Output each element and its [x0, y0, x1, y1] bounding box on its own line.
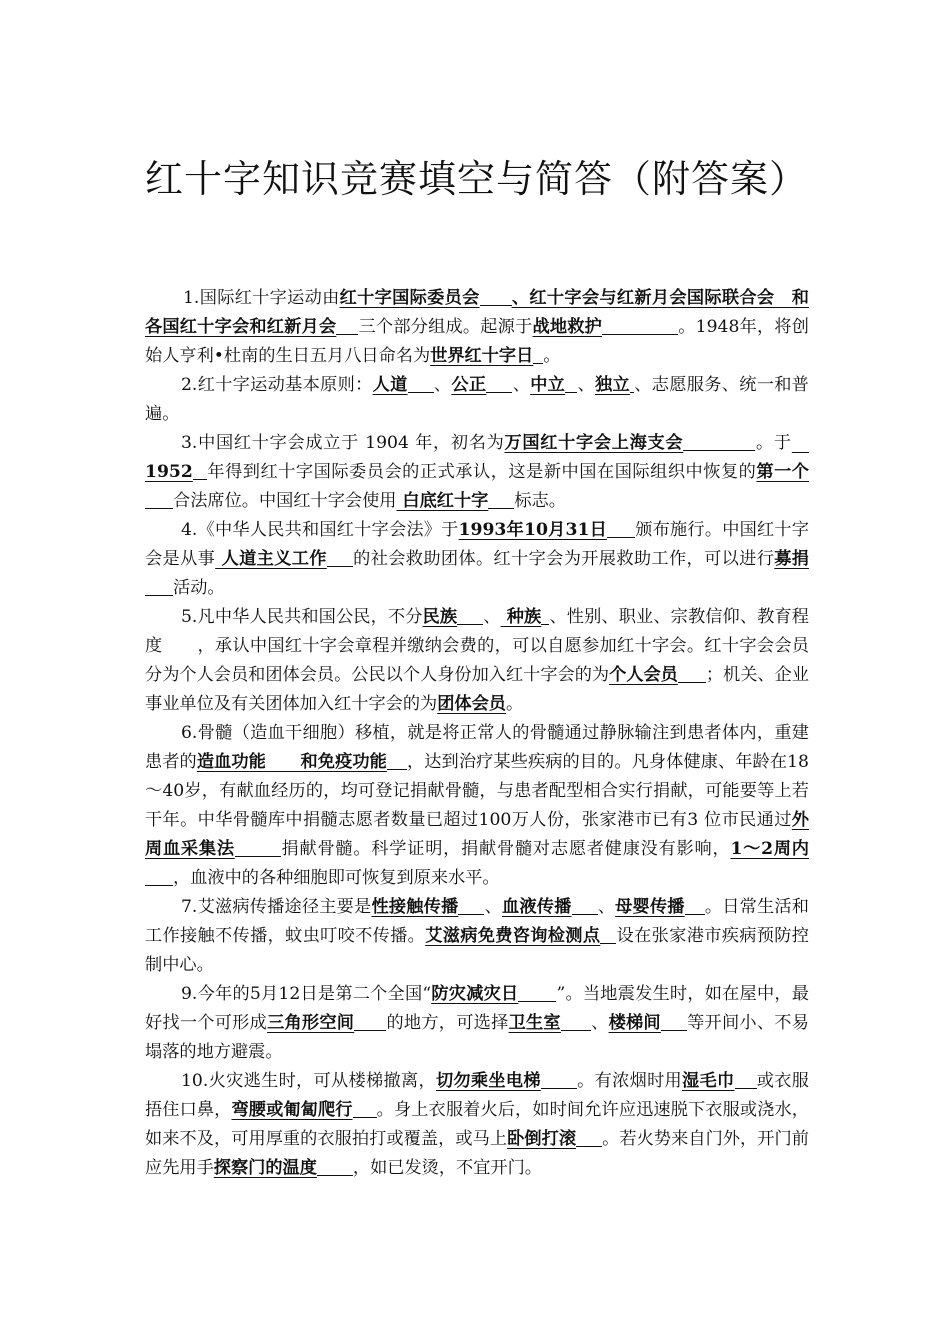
answer-blank: 卧倒打滚: [507, 1129, 577, 1149]
answer-blank: 、红十字会与红新月会国际联合会 和各国红十字会和红新月会: [145, 288, 809, 337]
answer-blank: 外周血采集法: [145, 810, 809, 859]
blank-underline: [145, 490, 173, 509]
answer-blank: 弯腰或匍匐爬行: [231, 1100, 353, 1120]
question-text: 设在张家港市疾病预防控制中心。: [145, 926, 809, 975]
blank-underline: [678, 664, 706, 683]
blank-underline: [327, 548, 353, 567]
answer-blank: 个人会员: [609, 665, 678, 685]
answer-blank: 湿毛巾: [682, 1071, 735, 1091]
question-text: 、: [433, 375, 452, 395]
blank-underline: [600, 925, 616, 944]
question-text: 、: [597, 897, 616, 917]
answer-blank: 母婴传播: [615, 897, 685, 917]
answer-blank: 血液传播: [501, 897, 572, 917]
question-text: ”。当地震发生时，如在屋中，最好找一个可形成: [145, 984, 809, 1033]
answer-blank: 红十字国际委员会: [339, 288, 480, 308]
question-text: 捐献骨髓。科学证明，捐献骨髓对志愿者健康没有影响，: [280, 839, 731, 859]
question-9: [145, 980, 809, 1067]
question-text: 10.火灾逃生时，可从楼梯撤离，: [181, 1071, 436, 1091]
answer-blank: 探察门的温度: [213, 1158, 317, 1178]
question-text: 。有浓烟时用: [576, 1071, 683, 1091]
question-text: ；机关、企业事业单位及有关团体加入红十字会的为: [145, 665, 809, 714]
answer-blank: 团体会员: [437, 694, 506, 714]
answer-blank: 楼梯间: [608, 1013, 661, 1033]
answer-blank: 卫生室: [508, 1013, 561, 1033]
question-text: 标志。: [514, 491, 566, 511]
blank-underline: [353, 1099, 377, 1118]
blank-underline: [576, 1128, 602, 1147]
question-text: 。若火势来自门外，开门前应先用手: [145, 1129, 809, 1178]
blank-underline: [661, 1012, 687, 1031]
blank-underline: [317, 1157, 353, 1176]
blank-underline: [572, 896, 598, 915]
question-5: [145, 603, 809, 719]
question-text: 9.今年的5月12日是第二个全国“: [181, 984, 432, 1004]
question-text: 。日常生活和工作接触不传播，蚊虫叮咬不传播。: [145, 897, 809, 946]
question-text: 、: [484, 897, 502, 917]
answer-blank: 民族: [422, 607, 458, 627]
question-text: 5.凡中华人民共和国公民，不分: [181, 607, 423, 627]
answer-blank: 艾滋病免费咨询检测点: [425, 926, 601, 946]
question-text: 。: [543, 346, 561, 366]
question-text: 6.骨髓（造血干细胞）移植，就是将正常人的骨髓通过静脉输注到患者体内，重建患者的: [145, 723, 809, 772]
question-text: ，如已发烫，不宜开门。: [352, 1158, 542, 1178]
blank-underline: [193, 461, 207, 480]
answer-blank: 1～2周内: [730, 839, 809, 859]
question-text: 。1948年，将创始人亨利•杜南的生日五月八日命名为: [145, 317, 809, 366]
blank-underline: [541, 1070, 577, 1089]
answer-blank: 种族: [500, 607, 542, 627]
answer-blank: 人道主义工作: [215, 549, 327, 569]
blank-underline: [533, 345, 543, 364]
question-text: ，达到治疗某些疾病的目的。凡身体健康、年龄在18～40岁，有献血经历的，均可登记捐献骨髓，与患者配型相合实行捐献，可能要等上若干年。中华骨髓库中捐髓志愿者数量已超过100万人份，张家港市已有3 位市民通过: [145, 752, 809, 830]
question-10: [145, 1067, 809, 1183]
question-list: [145, 284, 809, 1183]
question-2: [145, 371, 809, 429]
question-text: 、: [590, 1013, 609, 1033]
question-text: 三个部分组成。起源于: [358, 317, 533, 337]
answer-blank: 万国红十字会上海支会: [504, 433, 684, 453]
blank-underline: [145, 867, 173, 886]
question-text: 颁布施行。中国红十字会是从事: [145, 520, 809, 569]
question-text: 。身上衣服着火后，如时间允许应迅速脱下衣服或浇水，如来不及，可用厚重的衣服拍打或覆盖，或马上: [145, 1100, 809, 1149]
question-text: 或衣服捂住口鼻，: [145, 1071, 809, 1120]
answer-blank: 1993年10月31日: [458, 520, 608, 540]
blank-underline: [735, 1070, 757, 1089]
blank-underline: [354, 1012, 386, 1031]
blank-underline: [486, 374, 512, 393]
answer-blank: 第一个: [756, 462, 809, 482]
question-text: 1.国际红十字运动由: [183, 288, 340, 308]
answer-blank: 人道: [372, 375, 408, 395]
blank-underline: [480, 287, 512, 306]
question-text: 年得到红十字国际委员会的正式承认，这是新中国在国际组织中恢复的: [206, 462, 757, 482]
blank-underline: [235, 838, 281, 857]
blank-underline: [561, 1012, 591, 1031]
answer-blank: 战地救护: [532, 317, 603, 337]
answer-blank: 性接触传播: [371, 897, 459, 917]
question-text: 2.红十字运动基本原则：: [181, 375, 373, 395]
answer-blank: 白底红十字: [396, 491, 489, 511]
answer-blank: 防灾减灾日: [431, 984, 519, 1004]
blank-underline: [518, 983, 556, 1002]
question-3: [145, 429, 809, 516]
question-text: 、: [483, 607, 501, 627]
answer-blank: 公正: [451, 375, 487, 395]
question-1: [145, 284, 809, 371]
question-7: [145, 893, 809, 980]
document-title: 红十字知识竞赛填空与简答（附答案）: [145, 157, 809, 201]
answer-blank: 独立: [594, 375, 630, 395]
question-text: 7.艾滋病传播途径主要是: [181, 897, 372, 917]
answer-blank: 切勿乘坐电梯: [435, 1071, 541, 1091]
question-text: 4.《中华人民共和国红十字会法》于: [181, 520, 459, 540]
answer-blank: 1952: [145, 433, 809, 482]
question-text: 。: [505, 694, 524, 714]
blank-underline: [336, 316, 358, 335]
question-text: 、: [512, 375, 531, 395]
answer-blank: 募捐: [774, 549, 809, 569]
question-text: 等开间小、不易塌落的地方避震。: [145, 1013, 809, 1062]
blank-underline: [602, 316, 678, 335]
question-text: 、: [577, 375, 595, 395]
question-text: ，血液中的各种细胞即可恢复到原来水平。: [173, 868, 500, 888]
question-6: [145, 719, 809, 893]
blank-underline: [458, 896, 484, 915]
blank-underline: [387, 751, 407, 770]
blank-underline: [607, 519, 635, 538]
blank-underline: [488, 490, 514, 509]
question-text: 的社会救助团体。红十字会为开展救助工作，可以进行: [352, 549, 775, 569]
blank-underline: [145, 577, 173, 596]
question-text: 的地方，可选择: [386, 1013, 509, 1033]
blank-underline: [408, 374, 434, 393]
question-text: 。于: [755, 433, 792, 453]
answer-blank: 世界红十字日: [430, 346, 534, 366]
answer-blank: 三角形空间: [267, 1013, 355, 1033]
question-text: 、性别、职业、宗教信仰、教育程度 ，承认中国红十字会章程并缴纳会费的，可以自愿参加红十字会。红十字会会员分为个人会员和团体会员。公民以个人身份加入红十字会的为: [145, 607, 809, 685]
question-text: 合法席位。中国红十字会使用: [173, 491, 397, 511]
question-text: 、志愿服务、统一和普遍。: [145, 375, 809, 424]
question-text: 3.中国红十字会成立于 1904 年，初名为: [181, 433, 505, 453]
blank-underline: [457, 606, 483, 625]
blank-underline: [683, 432, 755, 451]
answer-blank: 中立: [530, 375, 566, 395]
question-4: [145, 516, 809, 603]
question-text: 活动。: [173, 578, 225, 598]
blank-underline: [685, 896, 705, 915]
blank-underline: [565, 374, 577, 393]
answer-blank: 造血功能 和免疫功能: [196, 752, 387, 772]
